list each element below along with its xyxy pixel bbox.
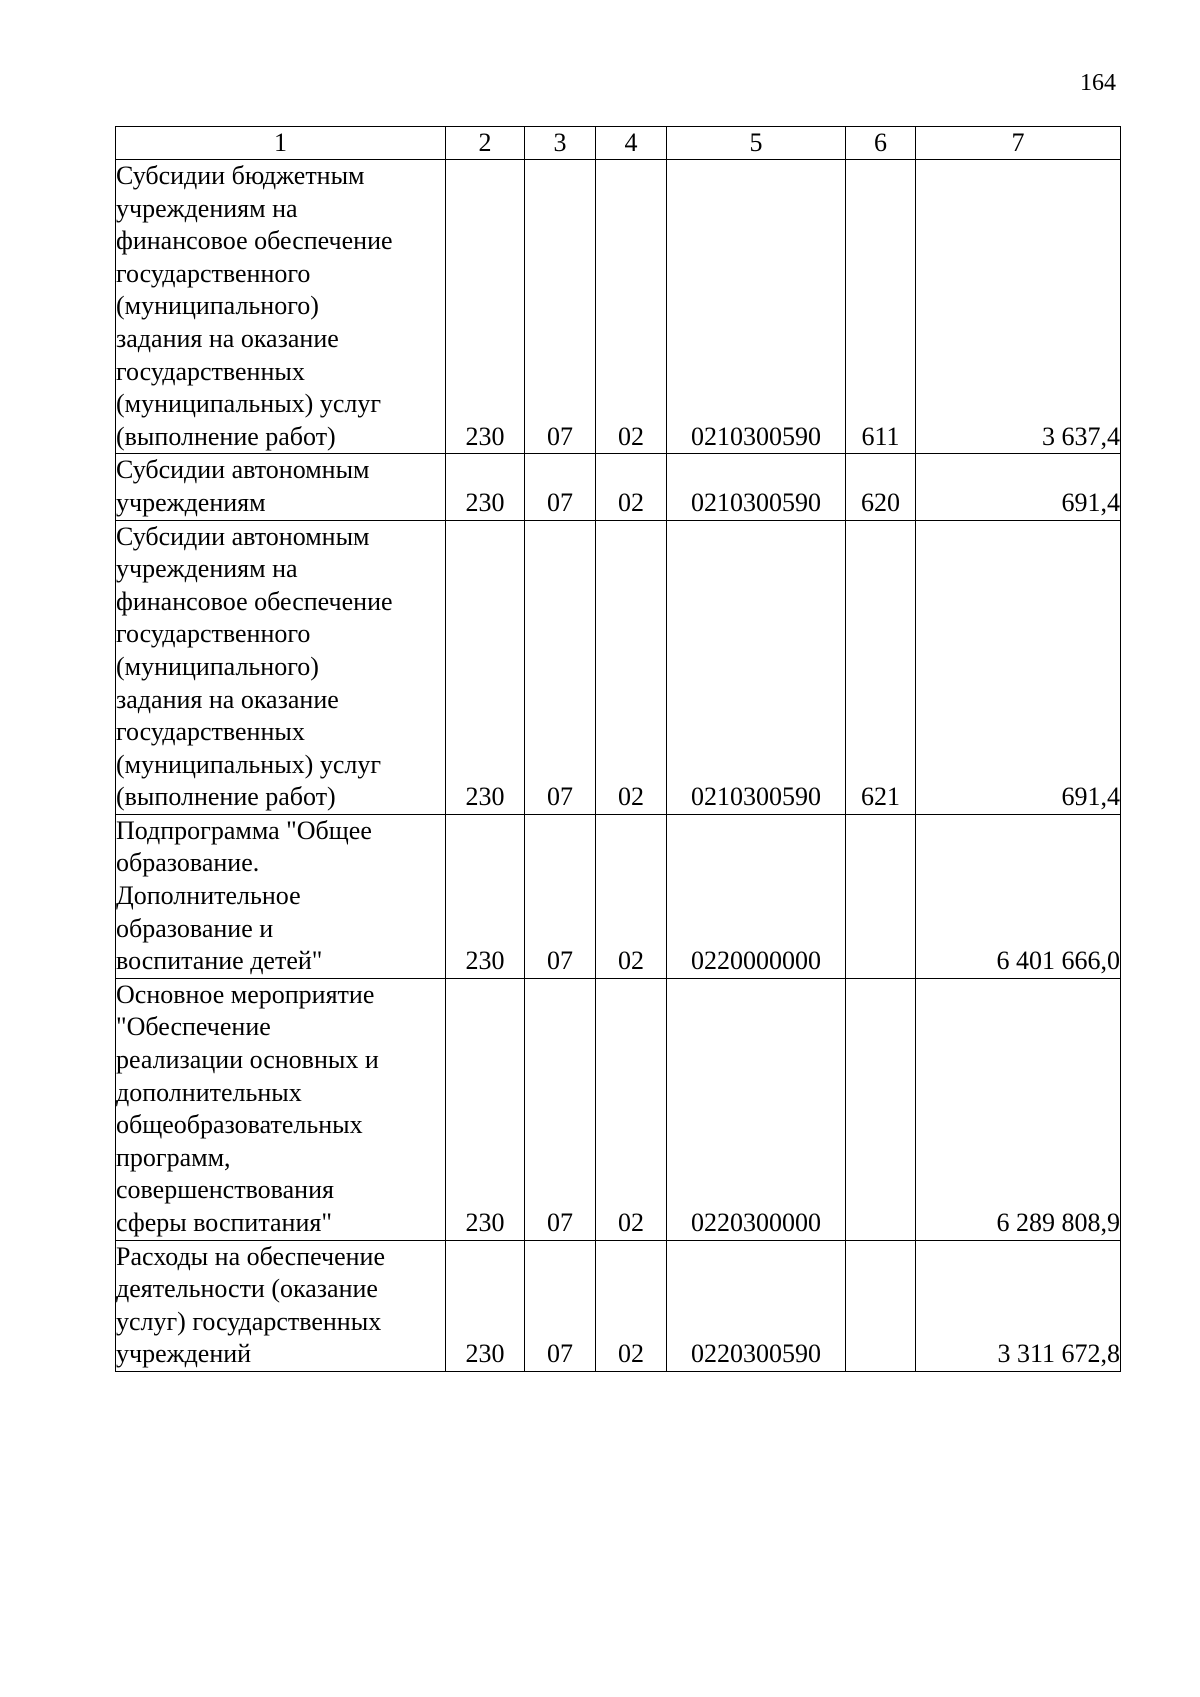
row-code-3: 07 <box>525 454 596 520</box>
row-amount: 3 637,4 <box>916 160 1121 454</box>
row-code-3: 07 <box>525 1240 596 1371</box>
row-code-4: 02 <box>596 978 667 1240</box>
row-code-2: 230 <box>446 454 525 520</box>
header-cell-7: 7 <box>916 127 1121 160</box>
header-row <box>116 127 1121 160</box>
row-name: Субсидии автономным учреждениям <box>116 454 446 520</box>
row-code-4: 02 <box>596 160 667 454</box>
header-cell-4: 4 <box>596 127 667 160</box>
header-cell-6: 6 <box>846 127 916 160</box>
header-cell-5: 5 <box>667 127 846 160</box>
table-row <box>116 454 1121 520</box>
table-row <box>116 1240 1121 1371</box>
row-amount: 6 289 808,9 <box>916 978 1121 1240</box>
row-code-5: 0210300590 <box>667 160 846 454</box>
page-number: 164 <box>1080 70 1116 96</box>
row-code-2: 230 <box>446 978 525 1240</box>
row-code-5: 0220300000 <box>667 978 846 1240</box>
row-code-3: 07 <box>525 978 596 1240</box>
row-code-4: 02 <box>596 454 667 520</box>
row-code-5: 0220000000 <box>667 814 846 978</box>
row-amount: 6 401 666,0 <box>916 814 1121 978</box>
row-name: Подпрограмма "Общее образование. Дополнительное образование и воспитание детей" <box>116 814 446 978</box>
row-amount: 691,4 <box>916 454 1121 520</box>
row-name: Основное мероприятие "Обеспечение реализации основных и дополнительных общеобразовательных программ, совершенствования сферы воспитания" <box>116 978 446 1240</box>
row-name: Расходы на обеспечение деятельности (оказание услуг) государственных учреждений <box>116 1240 446 1371</box>
row-code-6: 620 <box>846 454 916 520</box>
row-code-6: 611 <box>846 160 916 454</box>
row-code-6: 621 <box>846 520 916 814</box>
row-code-6 <box>846 814 916 978</box>
budget-table <box>115 126 1121 1372</box>
table-row <box>116 520 1121 814</box>
table-row <box>116 814 1121 978</box>
row-code-4: 02 <box>596 1240 667 1371</box>
row-code-4: 02 <box>596 814 667 978</box>
row-code-2: 230 <box>446 1240 525 1371</box>
row-code-3: 07 <box>525 814 596 978</box>
row-code-5: 0210300590 <box>667 520 846 814</box>
row-code-5: 0210300590 <box>667 454 846 520</box>
header-cell-1: 1 <box>116 127 446 160</box>
header-cell-3: 3 <box>525 127 596 160</box>
row-amount: 691,4 <box>916 520 1121 814</box>
header-cell-2: 2 <box>446 127 525 160</box>
row-code-6 <box>846 978 916 1240</box>
row-amount: 3 311 672,8 <box>916 1240 1121 1371</box>
row-code-3: 07 <box>525 520 596 814</box>
row-code-4: 02 <box>596 520 667 814</box>
row-name: Субсидии бюджетным учреждениям на финансовое обеспечение государственного (муниципального) задания на оказание государственных (муниципальных) услуг (выполнение работ) <box>116 160 446 454</box>
table-row <box>116 160 1121 454</box>
row-code-2: 230 <box>446 814 525 978</box>
row-code-5: 0220300590 <box>667 1240 846 1371</box>
row-code-2: 230 <box>446 160 525 454</box>
row-code-3: 07 <box>525 160 596 454</box>
row-code-6 <box>846 1240 916 1371</box>
row-code-2: 230 <box>446 520 525 814</box>
table-row <box>116 978 1121 1240</box>
row-name: Субсидии автономным учреждениям на финансовое обеспечение государственного (муниципального) задания на оказание государственных (муниципальных) услуг (выполнение работ) <box>116 520 446 814</box>
